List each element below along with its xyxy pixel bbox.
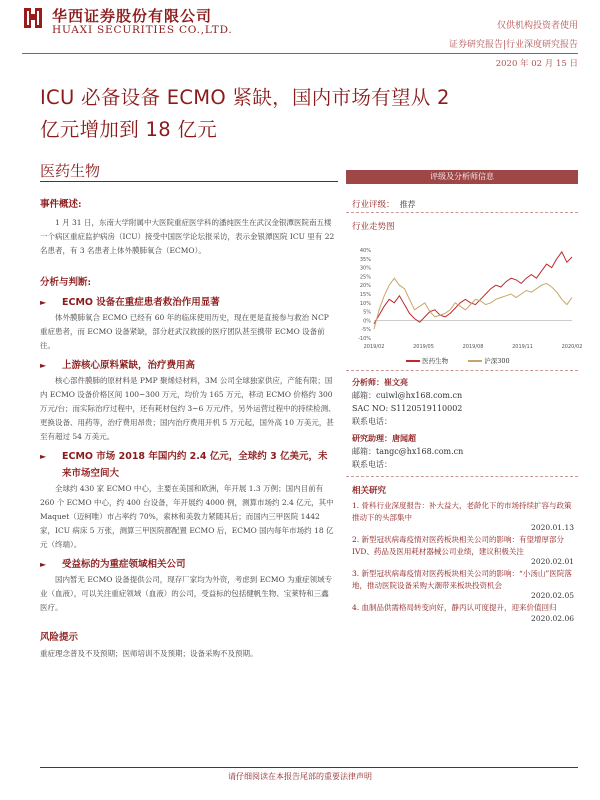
- overview-text: 1 月 31 日，东南大学附属中大医院重症医学科的潘纯医生在武汉金银潭医院南五楼一个病区重症监护病房（ICU）接受中国医学论坛报采访，表示金银潭医院 ICU 里有 22 名患者，有 3 名患者上体外膜肺氧合（ECMO）。: [40, 218, 335, 255]
- x-tick-label: 2020/02: [561, 344, 583, 350]
- y-tick-label: -10%: [358, 336, 371, 342]
- y-tick-label: -5%: [361, 327, 371, 334]
- analyst-label: 分析师：: [352, 377, 384, 387]
- related-item-text: 3. 新型冠状病毒疫情对医药板块相关公司的影响：“小汤山”医院落地，推动医院设备采购大潮带来板块投资机会: [352, 569, 572, 590]
- panel-divider: [346, 212, 578, 213]
- assistant-email[interactable]: 邮箱：tangc@hx168.com.cn: [352, 447, 464, 456]
- legend-swatch-2: [468, 360, 482, 362]
- panel-divider: [346, 476, 578, 477]
- report-date: 2020 年 02 月 15 日: [495, 59, 578, 69]
- trend-label: 行业走势图: [352, 222, 395, 232]
- assistant-name: 唐闻超: [392, 433, 416, 443]
- y-tick-label: 25%: [359, 274, 371, 281]
- footer-divider: [40, 767, 578, 768]
- analyst-name: 崔文亮: [384, 377, 408, 387]
- bullet-title: [40, 556, 336, 573]
- legal-notice: 请仔细阅读在本报告尾部的重要法律声明: [228, 772, 372, 781]
- related-item-date: 2020.02.06: [531, 613, 574, 623]
- page-header: [0, 0, 600, 69]
- y-tick-label: 40%: [359, 248, 371, 254]
- chart-legend: [406, 356, 510, 365]
- bullet-title-text: ECMO 市场 2018 年国内约 2.4 亿元，全球约 3 亿美元，未来市场空间大: [62, 451, 328, 479]
- x-tick-label: 2019/08: [462, 344, 484, 350]
- rating-row: [352, 192, 416, 211]
- related-item-text: 2. 新型冠状病毒疫情对医药板块相关公司的影响：有望增厚部分 IVD、药品及医用耗材器械公司业绩，建议积极关注: [352, 535, 565, 556]
- header-divider: [22, 53, 578, 54]
- related-research: [352, 484, 574, 625]
- bullet-title: [40, 357, 336, 374]
- x-tick-label: 2019/05: [413, 344, 434, 350]
- report-title-line1: ICU 必备设备 ECMO 紧缺，国内市场有望从 2: [40, 86, 450, 109]
- bullet-title-text: ECMO 设备在重症患者救治作用显著: [62, 297, 220, 308]
- y-tick-label: 10%: [359, 300, 371, 307]
- x-tick-label: 2019/02: [363, 344, 385, 350]
- bullet-text: 国内暂无 ECMO 设备提供公司，现存厂家均为外资，考虑到 ECMO 为重症领域专业（血液），可以关注重症领域（血液）的公司，受益标的包括健帆生物、宝莱特和三鑫医疗。: [40, 575, 333, 612]
- bullet-title: [40, 294, 336, 311]
- huaxi-logo-icon: [22, 6, 44, 30]
- related-item-text: 4. 血制品供需格局转变向好，静丙认可度提升，迎来价值回归: [352, 603, 557, 612]
- related-item[interactable]: [352, 602, 574, 623]
- company-name-cn: 华西证券股份有限公司: [52, 7, 213, 25]
- main-content: [40, 196, 336, 661]
- related-label: 相关研究: [352, 486, 387, 496]
- analysis-bullet: [40, 357, 336, 444]
- analyst-sac: SAC NO: S1120519110002: [352, 404, 463, 413]
- analysis-bullet: [40, 448, 336, 552]
- bullet-title-text: 受益标的为重症领域相关公司: [62, 559, 186, 570]
- related-item-date: 2020.02.01: [531, 557, 574, 566]
- related-item-text: 1. 骨科行业深度报告：补大益大，老龄化下的市场持续扩容与政策推动下的头部集中: [352, 501, 572, 522]
- related-item-date: 2020.02.05: [531, 591, 574, 600]
- x-tick-label: 2019/11: [512, 344, 533, 350]
- triangle-right-icon: ►: [40, 361, 47, 370]
- sector-label: 医药生物: [40, 162, 101, 180]
- risk-text: 重症理念普及不及预期；医师培训不及预期；设备采购不及预期。: [40, 649, 258, 658]
- trend-chart-svg: [346, 242, 583, 354]
- analysis-heading: 分析与判断:: [40, 277, 92, 288]
- legend-label-1: 医药生物: [422, 357, 449, 365]
- related-item[interactable]: [352, 534, 574, 566]
- rating-label: 行业评级：: [352, 200, 395, 210]
- related-item[interactable]: [352, 500, 574, 532]
- bullet-text: 体外膜肺氧合 ECMO 已经有 60 年的临床使用历史，现在更是直接参与救治 NCP 重症患者，而 ECMO 设备紧缺，部分赶武汉救援的医疗团队甚至携带 ECMO 设备前往。: [40, 313, 329, 350]
- sector-divider: [40, 181, 338, 182]
- panel-header: 评级及分析师信息: [346, 170, 578, 184]
- panel-divider: [346, 370, 578, 371]
- triangle-right-icon: ►: [40, 560, 47, 569]
- report-title: [40, 82, 560, 146]
- y-tick-label: 35%: [359, 256, 371, 263]
- legend-swatch-1: [406, 360, 420, 362]
- analyst-block-1: [352, 376, 462, 428]
- y-tick-label: 0%: [363, 318, 371, 325]
- y-tick-label: 30%: [359, 265, 371, 272]
- trend-chart: [346, 242, 583, 354]
- assistant-label: 研究助理：: [352, 433, 392, 443]
- related-item[interactable]: [352, 568, 574, 600]
- report-title-line2: 亿元增加到 18 亿元: [40, 118, 218, 141]
- bullet-text: 全球约 430 家 ECMO 中心，主要在美国和欧洲，年开展 1.3 万例；国内目前有 260 个 ECMO 中心，约 400 台设备，年开展约 4000 例，测算市场约 2.4 亿元，其中 Maquet（迈柯唯）市占率约 70%，索林和美敦力紧随其后；而国内三甲医院 1442 家，ICU 病床 5 万张，测算三甲医院都配置 ECMO 后，ECMO 国内每年市场约 18 亿元（终端）。: [40, 484, 334, 549]
- analyst-phone: 联系电话：: [352, 417, 392, 426]
- analyst-block-2: [352, 432, 463, 471]
- legend-label-2: 沪深300: [484, 357, 510, 365]
- y-tick-label: 20%: [359, 283, 371, 290]
- triangle-right-icon: ►: [40, 298, 47, 307]
- related-item-date: 2020.01.13: [531, 523, 574, 532]
- risk-heading: 风险提示: [40, 632, 79, 643]
- analysis-bullet: [40, 294, 336, 353]
- assistant-phone: 联系电话：: [352, 460, 392, 469]
- company-name-en: HUAXI SECURITIES CO.,LTD.: [52, 24, 233, 36]
- report-type: 证券研究报告|行业深度研究报告: [448, 40, 578, 50]
- overview-heading: 事件概述:: [40, 199, 82, 210]
- triangle-right-icon: ►: [40, 452, 47, 461]
- bullet-title: [40, 448, 336, 482]
- y-tick-label: 5%: [363, 309, 371, 316]
- analysis-bullet: [40, 556, 336, 615]
- analyst-email[interactable]: 邮箱：cuiwl@hx168.com.cn: [352, 391, 463, 400]
- rating-value: 推荐: [399, 200, 416, 209]
- sidebar-panel: [346, 170, 583, 623]
- bullet-title-text: 上游核心原料紧缺，治疗费用高: [62, 360, 196, 371]
- audience-note: 仅供机构投资者使用: [496, 21, 578, 31]
- y-tick-label: 15%: [359, 292, 371, 298]
- bullet-text: 核心部件膜肺的原材料是 PMP 聚烯烃材料，3M 公司全球独家供应，产能有限；国内 ECMO 设备价格区间 100~300 万元，均价为 165 万元，移动 ECMO 价格约 300 万元/台；而实际治疗过程中，还有耗材包约 3~6 万元/件，另外运营过程中的持续检测、更换设备、用药等，治疗费用昂贵；国内治疗费用开机 5 万元起，国外高 10 万美元，甚至有超过 54 万美元。: [40, 376, 336, 441]
